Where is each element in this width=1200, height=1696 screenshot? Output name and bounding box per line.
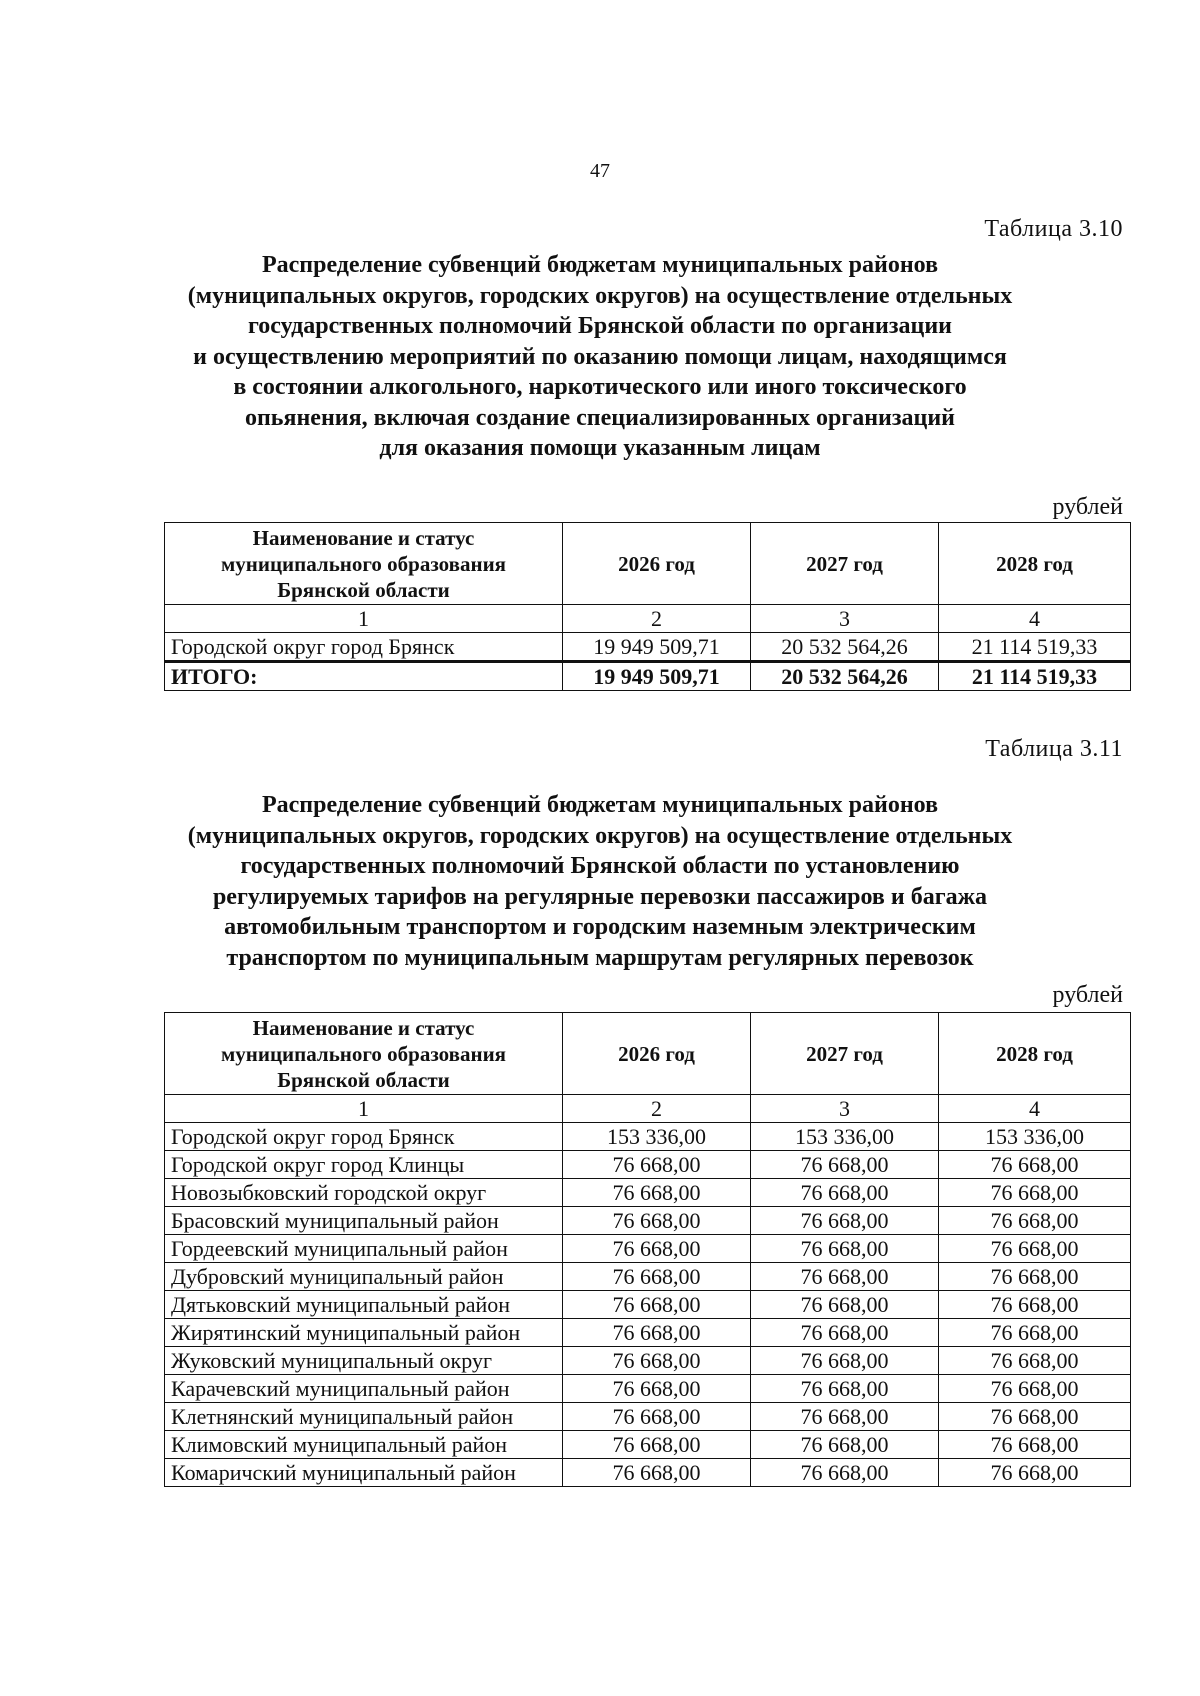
row-name: Клетнянский муниципальный район <box>165 1403 563 1431</box>
row-value: 76 668,00 <box>563 1179 751 1207</box>
row-value: 76 668,00 <box>939 1263 1131 1291</box>
row-value: 76 668,00 <box>939 1151 1131 1179</box>
title-line: в состоянии алкогольного, наркотического или иного токсического <box>233 374 967 400</box>
title-line: автомобильным транспортом и городским наземным электрическим <box>224 914 976 940</box>
title-line: транспортом по муниципальным маршрутам регулярных перевозок <box>226 944 974 971</box>
row-name: Жирятинский муниципальный район <box>165 1319 563 1347</box>
row-value: 20 532 564,26 <box>751 633 939 662</box>
total-value: 21 114 519,33 <box>939 662 1131 691</box>
row-value: 76 668,00 <box>939 1431 1131 1459</box>
header-name-line: муниципального образования <box>220 1041 507 1066</box>
row-name: Жуковский муниципальный округ <box>165 1347 563 1375</box>
title-line: Распределение субвенций бюджетам муниципальных районов <box>261 252 939 278</box>
units-label: рублей <box>1052 982 1123 1008</box>
row-value: 76 668,00 <box>939 1347 1131 1375</box>
row-value: 76 668,00 <box>751 1375 939 1403</box>
row-value: 76 668,00 <box>751 1151 939 1179</box>
row-value: 76 668,00 <box>563 1375 751 1403</box>
table-row <box>165 1347 1131 1375</box>
title-line: для оказания помощи указанным лицам <box>379 435 821 461</box>
total-row <box>165 662 1131 691</box>
row-value: 76 668,00 <box>939 1375 1131 1403</box>
header-name-line: Брянской области <box>277 577 450 602</box>
row-value: 21 114 519,33 <box>939 633 1131 662</box>
table-row <box>165 633 1131 662</box>
row-value: 76 668,00 <box>939 1403 1131 1431</box>
table-label: Таблица 3.11 <box>985 736 1123 762</box>
header-row <box>165 523 1131 605</box>
row-value: 76 668,00 <box>751 1179 939 1207</box>
row-value: 76 668,00 <box>563 1403 751 1431</box>
table-label: Таблица 3.10 <box>984 216 1123 242</box>
row-value: 76 668,00 <box>939 1319 1131 1347</box>
table-row <box>165 1375 1131 1403</box>
total-label: ИТОГО: <box>165 662 563 691</box>
table-row <box>165 1403 1131 1431</box>
header-row <box>165 1013 1131 1095</box>
column-number: 4 <box>939 1095 1131 1123</box>
row-value: 76 668,00 <box>563 1459 751 1487</box>
row-value: 153 336,00 <box>563 1123 751 1151</box>
table-row <box>165 1151 1131 1179</box>
column-number-row <box>165 605 1131 633</box>
row-value: 76 668,00 <box>939 1235 1131 1263</box>
row-value: 76 668,00 <box>939 1207 1131 1235</box>
header-name-line: муниципального образования <box>220 551 507 576</box>
header-name-line: Брянской области <box>277 1067 450 1092</box>
title-line: опьянения, включая создание специализированных организаций <box>244 404 956 431</box>
title-line: (муниципальных округов, городских округов) на осуществление отдельных <box>187 822 1013 849</box>
header-name-cell <box>165 1013 563 1095</box>
title-line: и осуществлению мероприятий по оказанию помощи лицам, находящимся <box>193 343 1007 370</box>
row-value: 76 668,00 <box>563 1151 751 1179</box>
header-year: 2026 год <box>563 1013 751 1095</box>
data-table <box>164 522 1131 691</box>
table-title <box>140 250 1060 464</box>
row-value: 76 668,00 <box>563 1207 751 1235</box>
row-name: Комаричский муниципальный район <box>165 1459 563 1487</box>
row-value: 76 668,00 <box>563 1235 751 1263</box>
table-row <box>165 1291 1131 1319</box>
column-number-row <box>165 1095 1131 1123</box>
column-number: 1 <box>165 605 563 633</box>
title-line: государственных полномочий Брянской области по установлению <box>240 853 960 879</box>
table-row <box>165 1235 1131 1263</box>
row-value: 76 668,00 <box>751 1319 939 1347</box>
column-number: 3 <box>751 1095 939 1123</box>
title-line: регулируемых тарифов на регулярные перевозки пассажиров и багажа <box>212 883 988 910</box>
row-value: 76 668,00 <box>563 1319 751 1347</box>
row-value: 76 668,00 <box>939 1291 1131 1319</box>
data-table <box>164 1012 1131 1487</box>
row-value: 153 336,00 <box>939 1123 1131 1151</box>
header-year: 2028 год <box>939 1013 1131 1095</box>
row-value: 76 668,00 <box>751 1403 939 1431</box>
row-value: 76 668,00 <box>939 1459 1131 1487</box>
row-name: Карачевский муниципальный район <box>165 1375 563 1403</box>
row-value: 76 668,00 <box>751 1291 939 1319</box>
row-name: Дубровский муниципальный район <box>165 1263 563 1291</box>
header-name-cell <box>165 523 563 605</box>
row-value: 76 668,00 <box>939 1179 1131 1207</box>
header-year: 2027 год <box>751 1013 939 1095</box>
row-value: 76 668,00 <box>751 1263 939 1291</box>
header-year: 2026 год <box>563 523 751 605</box>
header-name-line: Наименование и статус <box>252 1015 475 1040</box>
title-line: (муниципальных округов, городских округов) на осуществление отдельных <box>187 282 1013 309</box>
row-value: 76 668,00 <box>563 1263 751 1291</box>
row-value: 76 668,00 <box>563 1347 751 1375</box>
table-row <box>165 1123 1131 1151</box>
row-name: Климовский муниципальный район <box>165 1431 563 1459</box>
table-row <box>165 1207 1131 1235</box>
table-row <box>165 1319 1131 1347</box>
total-value: 19 949 509,71 <box>563 662 751 691</box>
header-name-line: Наименование и статус <box>252 525 475 550</box>
title-line: государственных полномочий Брянской области по организации <box>247 313 953 339</box>
row-name: Городской округ город Брянск <box>165 633 563 662</box>
row-value: 76 668,00 <box>751 1347 939 1375</box>
total-value: 20 532 564,26 <box>751 662 939 691</box>
row-name: Дятьковский муниципальный район <box>165 1291 563 1319</box>
units-label: рублей <box>1052 494 1123 520</box>
row-name: Брасовский муниципальный район <box>165 1207 563 1235</box>
row-name: Новозыбковский городской округ <box>165 1179 563 1207</box>
row-name: Гордеевский муниципальный район <box>165 1235 563 1263</box>
row-value: 76 668,00 <box>751 1431 939 1459</box>
row-value: 76 668,00 <box>751 1207 939 1235</box>
column-number: 2 <box>563 605 751 633</box>
row-value: 76 668,00 <box>751 1459 939 1487</box>
header-year: 2027 год <box>751 523 939 605</box>
row-name: Городской округ город Брянск <box>165 1123 563 1151</box>
row-value: 76 668,00 <box>563 1291 751 1319</box>
table-row <box>165 1459 1131 1487</box>
table-title <box>140 790 1060 973</box>
row-value: 76 668,00 <box>751 1235 939 1263</box>
row-value: 76 668,00 <box>563 1431 751 1459</box>
page-number: 47 <box>590 160 610 182</box>
column-number: 1 <box>165 1095 563 1123</box>
row-value: 19 949 509,71 <box>563 633 751 662</box>
table-row <box>165 1263 1131 1291</box>
title-line: Распределение субвенций бюджетам муниципальных районов <box>261 792 939 818</box>
column-number: 3 <box>751 605 939 633</box>
column-number: 2 <box>563 1095 751 1123</box>
row-value: 153 336,00 <box>751 1123 939 1151</box>
table-row <box>165 1431 1131 1459</box>
header-year: 2028 год <box>939 523 1131 605</box>
table-row <box>165 1179 1131 1207</box>
column-number: 4 <box>939 605 1131 633</box>
row-name: Городской округ город Клинцы <box>165 1151 563 1179</box>
